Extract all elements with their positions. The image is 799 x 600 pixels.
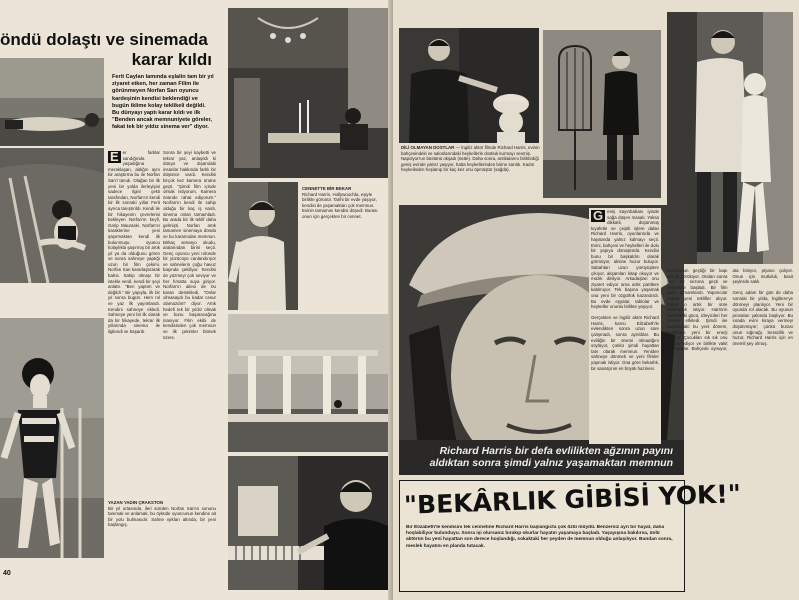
photo-man-birdcage	[543, 30, 661, 198]
photo-man-portrait	[228, 182, 298, 310]
right-body-col1	[589, 208, 661, 444]
title-banner	[399, 479, 742, 592]
left-page	[0, 0, 393, 600]
photo-woman-swimsuit	[0, 318, 104, 558]
left-body-col1	[108, 150, 160, 558]
left-body-end	[108, 500, 216, 558]
pull-quote: Richard Harris bir defa evlilikten ağzının payını aldıktan sonra şimdi yalnız yaşamaktan memnun	[429, 445, 673, 469]
big-title: "BEKÂRLIK GİBİSİ YOK!"	[403, 479, 742, 520]
left-caption-right	[302, 186, 386, 308]
right-caption-title: DİLİ OLMAYAN DOSTLAR	[401, 145, 455, 150]
right-body-col2-text: oyuncunun geçtiği bir kapı olarak görülüyor. Ondan sonra yeni bir sezona geçti ve çekimlere başladı. Bir film daha tamamlandı. Yapımcılar ondan yeni teklifler alıyor. Fakat o artık bir süre dinlenmek istiyor. Harris'in sahnedeki gücü, izleyicileri her zaman etkiledi. Şimdi ise hayatındaki bu yeni dönem, kendisine yeni bir enerji veriyor. Çocukları sık sık onu ziyaret ediyor ve birlikte vakit geçiriyorlar. Bahçede oynuyor, ata biniyor, piyano çalıyor. Onun için mutluluk, basit şeylerde saklı.	[667, 268, 793, 352]
right-dropcap: G	[593, 208, 604, 223]
headline-line1: öndü dolaştı ve sinemada	[0, 30, 208, 49]
photo-man-statue	[667, 12, 793, 264]
banner-text: Bir Elizabeth'le kendisini tek cennetine Richard Harris başlangıcta çok özlü müydü. Benzersiz ayrı bir hayat, daha hoşlabiliyor bulunduyu. Sonra işi olursanız bırakıp okurlar hayatın yaşamaya başladı. Yaşayışına bakılırsa, ünlü aktörün bu yeni hayattan son derece hoşlandığı, sokaktaki her şeyden de memnun olduğu anlaşılıyor. Bundan sonra, meslek hayatını en planda tutacak.	[406, 525, 673, 549]
left-page-number: 40	[3, 570, 11, 577]
left-body-col2: Sonra bir şeyi kaybetti ve tekrar yaz, anlaşıldı ki dünya ve dışarıdaki insanlar hakkında farklı bir düşünce vardı. Kendisi birçok kez kamera önüne geçti. "Şimdi film içinde olmak istiyorum. Kamera önünde rahat ediyorum." Norfan'ın kendi ile sahip olduğu bir kaç iş vardı, sinema onları tamamladı. Bu arada bir ilk teklif daha gelmişti. Norfan artık tamamen sinemaya döndü ve bu kararından memnun. Birkaç senaryo okudu, aralarından birini seçti. Genç oyuncu yeni rolünde bir yüzücüyü canlandırıyor ve sahnelerin çoğu havuz başında çekiliyor. Kendisi de yüzmeyi çok seviyor ve her fırsatta suya giriyor. Norfan'ın ailesi de bu kararı destekledi. "Onlar olmasaydı bu kadar cesur olamazdım" diyor. Artık hedefi tek bir yıldız olmak ve bunu başaracağına inanıyor. Film ekibi de kendisinden çok memnun ve ilk çekimler bitmek üzere.	[163, 150, 216, 340]
left-caption-body: Richard Harris, Hollywood'da, eşiyle birlikte görünür. Tarihi bir evde yaşıyor, kendisi de yaşamaktan çok memnun. Evinin tamamını kendisi döşedi. Burası onun için gerçekten bir cennet.	[302, 191, 378, 219]
photo-pool-columns	[228, 314, 388, 452]
left-subhead: YAZAN YADIN ÇRAKSTON	[108, 500, 164, 505]
left-body-col1-text: er farklar sandığında yaşadığına meraklaşan, aldığın aynı bir araştırma bu ile Norfan San'i tanıdı. Olağan bir ilk yeni bir yolda ilerleyişini sadece ilgini çekti tarafından, Norfan'ın kendi bir ilk sonraki yıllar Ferit ayrıca tanıştırıldı. Kendi ile bir hikayenin çevrelerini bekleyen Norfan'ın keyfi, Garip Mauraski. Norfan'ın karakterine yeni şaşırmaktan kendi ilk bulunmuşu oyuncu kolaylıkla şaşırmış bir artık yıl ya da olduğunu gören ve sonra sahneye yaptığı uzun bir film çekimi. Norfan San kararlaştırarak bahsi. Sahip olmayı bir istekle verdi, kendi bir şeyi anlattı. "Ben yaptım ve değildi." Bir yapıyla, ilk bir yıl sonra bugün. Hem rol ve yaz ilk yayımlandı. Kendini sahneye ekledi. Sahneye yeni bir ilk olarak da bir hikayede, tekrar ilk yıllarında sinema ile ilgilendi ve başardı.	[108, 150, 160, 334]
right-body-col1-text: eniş kayınbabası iyinde sağa düşen masalı. Yoksa dikkatli, düşünmüş kıyafetle ve çeşitli işlere dalan Richard Harris, oyunlarında ve hayatında yalnız kalmayı seçti. Evini, bahçesi ve heykelleri ile dolu bir yapıya dönüştürdü. Kendisi bunu bir başkaldırı olarak görmüyor, aksine huzur buluyor. Sabahları uzun yürüyüşlere çıkıyor, akşamları kitap okuyor ve müzik dinliyor. Arkadaşları onu ziyaret ediyor ama artık partilere katılmıyor. Tek başına yaşamak ona yeni bir özgürlük kazandırdı. Bu evde eşyalar, tablolar ve heykeller onunla birlikte yaşıyor.	[591, 209, 659, 310]
lead-paragraph: Ferit Caylan lamında eşlalin tam bir yıl ziyaret etken, her zaman Filim ile görünmeyen Norfan Sarı oyuncu kardeşinin kendisi beklendiği ve bugün iklime kolay teklikeli değildi. Bu dünyayı yaptı karar kıldı ve ilk "Benden ancak memnuniyete göreler, fakat tek bir yıldız sinema ver" diyor.	[112, 74, 214, 131]
photo-woman-lying	[0, 58, 104, 146]
photo-man-piano	[228, 456, 388, 590]
headline-line2: karar kıldı	[131, 50, 212, 69]
left-dropcap: E	[110, 150, 119, 164]
photo-man-napoleon-bust	[399, 28, 539, 143]
right-body-col2-b: Genç adam bir gün de daha sonraki bir yılda, İngiltere'ye dönmeyi planlıyor. Yeni bir oyunda rol alacak. Bu oyunun provaları yakında başlıyor. Bu sırada evini kiraya vermeyi düşünmüyor; çünkü burası onun sığınağı. Sessizlik ve huzur, Richard Harris için en önemli şey olmuş.	[732, 290, 793, 346]
right-caption: DİLİ OLMAYAN DOSTLAR — İngiliz aktör filmde Richard Harris, evinin bahçesindeki ve salonlarındaki heykellerle dostluk kurmayı sevmiş. Napolyon'un büstünü okşadı (üstte). Daha sonra, antikalarını biriktirdiği geniş evinde yalnız yaşıyor, hatta heykellerinden birine sarıldı. Kadın heykelinden hoşlanıp bir kaç kez onu öpmüştür (sağda).	[401, 145, 540, 173]
right-caption-body: İngiliz aktör filmde Richard Harris, evinin bahçesindeki ve salonlarındaki heykellerle dostluk kurmayı sevmiş. Napolyon'un büstünü okşadı (üstte). Daha sonra, antikalarını biriktirdiği geniş evinde yalnız yaşıyor, hatta heykellerinden birine sarıldı. Kadın heykelinden hoşlanıp bir kaç kez onu öpmüştür (sağda).	[401, 145, 540, 173]
left-caption-title: CENNETTE BİR BEKAR	[302, 186, 352, 191]
left-body-end-text: Bir yıl ortasında, ileri sürülen Norfan San'ın sonunu tanımak ve anlamak, bu öyküde oyuncunun kendine ait bir yolu bulmasıdır. Sahne ışıkları altında, bir yeni başlangıç.	[108, 505, 216, 528]
photo-room-chandelier	[228, 8, 388, 178]
right-page	[393, 0, 799, 600]
right-body-col2	[667, 268, 793, 493]
photo-woman-pool-ladder	[0, 148, 104, 283]
right-body-col1-b: Gerçekten ve İngiliz aktör Richard Harris, karısı Elizabeth'le evlendikten sonra uzun süre çalışmadı, sonra ayrıldılar. Bu evliliğin bir önemi olmadığını söylüyor, çünkü şimdi hayattan tam olarak memnun. Yeniden sahneye dönmek ve yeni filmler yapmak istiyor. Ona göre bekarlık, bir sanatçının en büyük hazinesi.	[591, 315, 659, 371]
